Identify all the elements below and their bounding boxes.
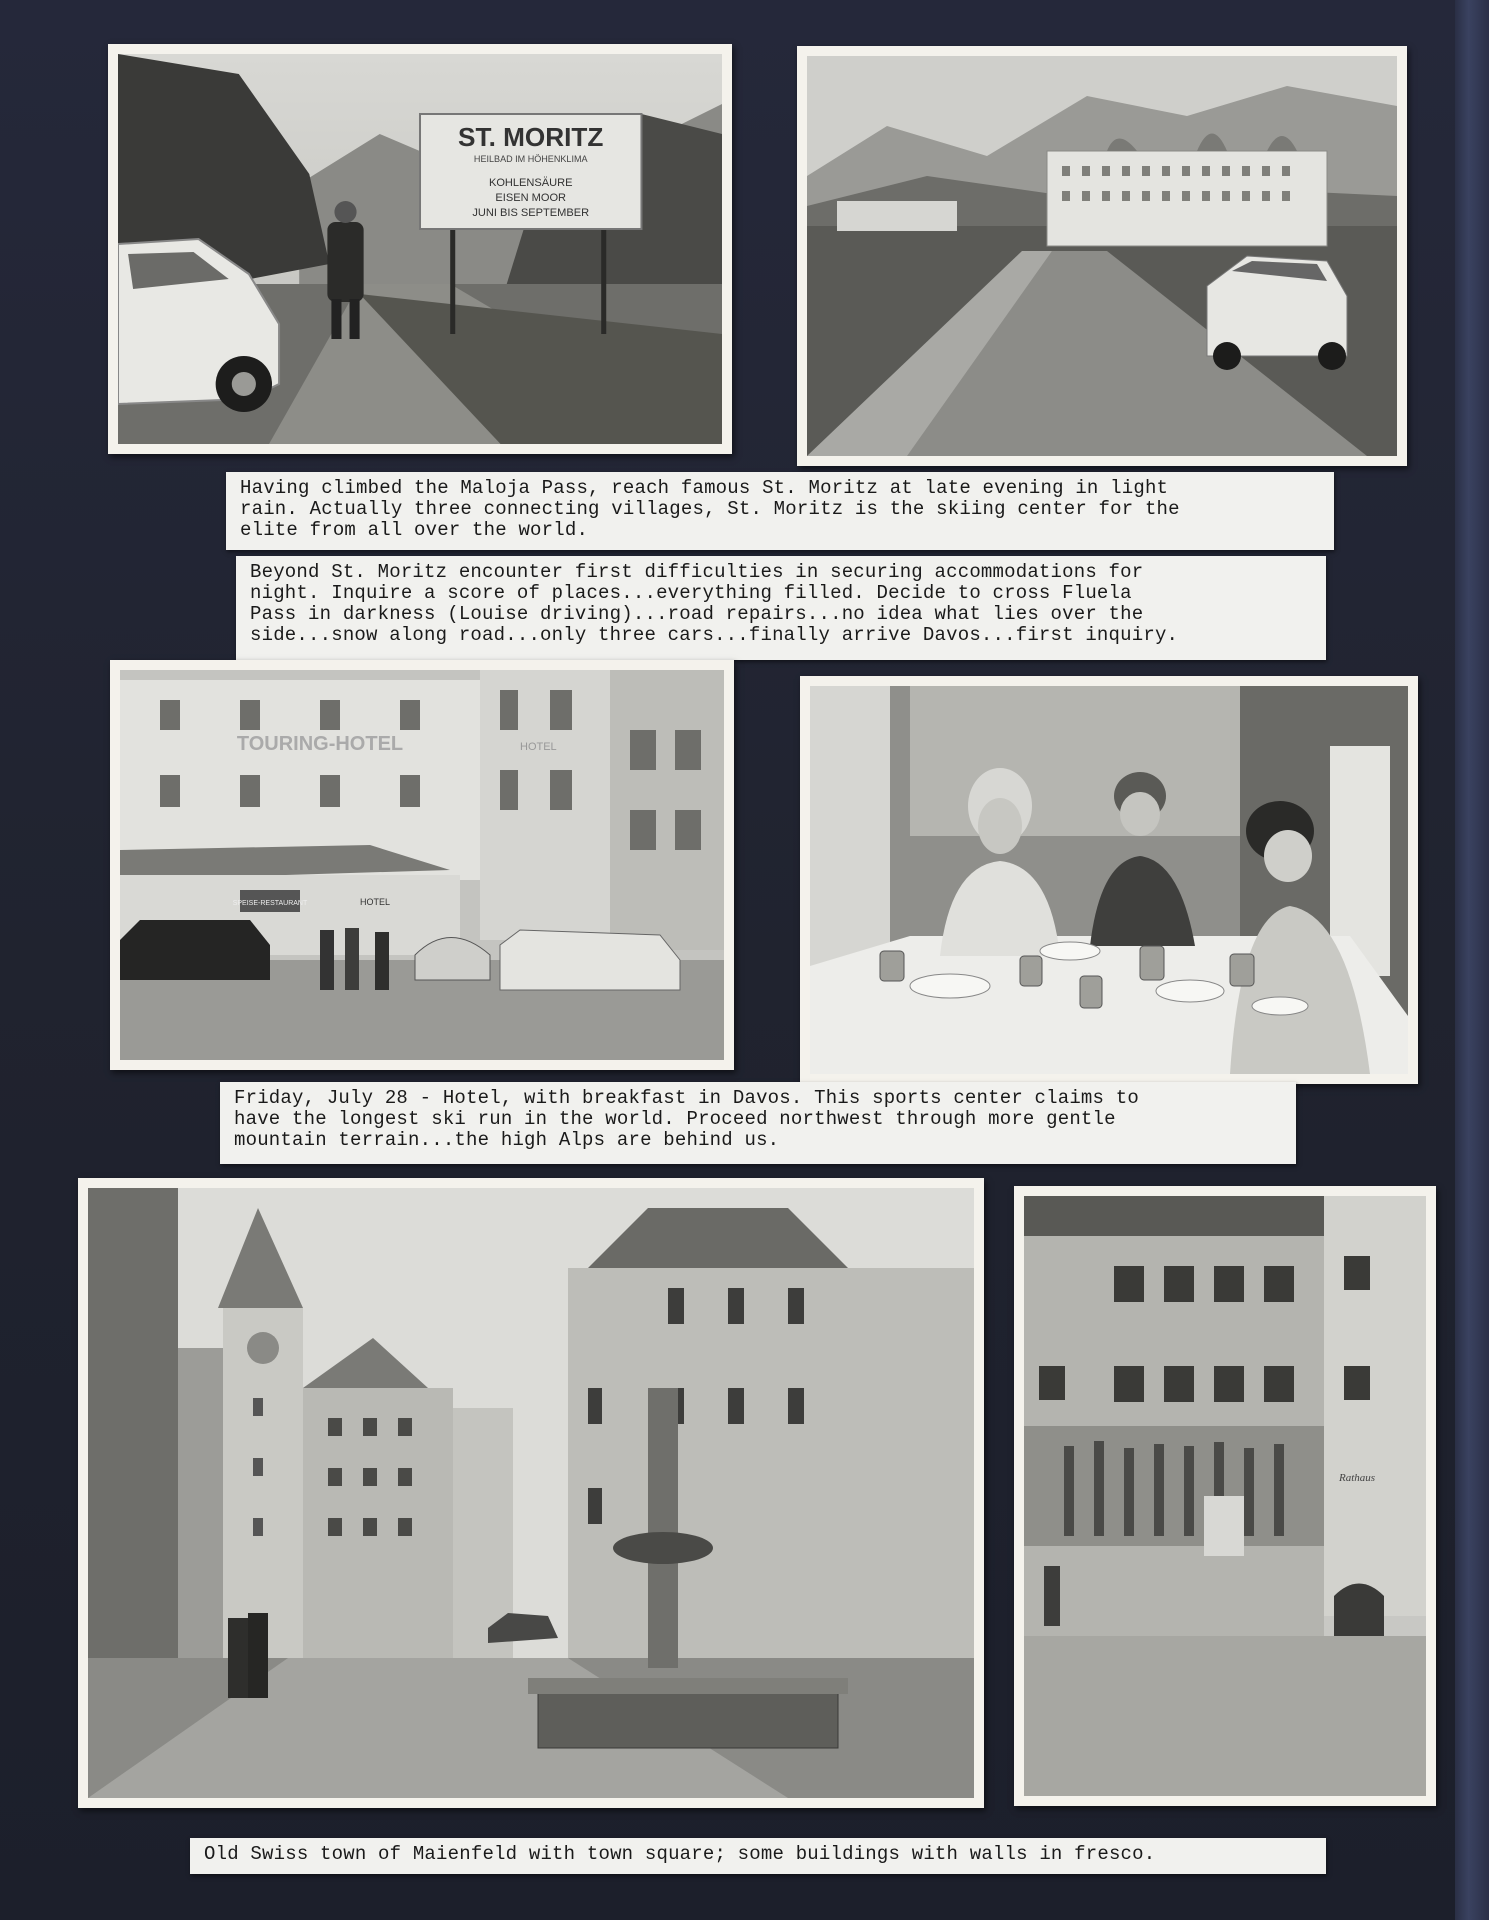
photo-st-moritz-sign <box>108 44 732 454</box>
sign-line-1: KOHLENSÄURE <box>488 177 573 189</box>
restaurant-sign: SPEISE-RESTAURANT <box>232 900 308 907</box>
caption-maienfeld: Old Swiss town of Maienfeld with town square; some buildings with walls in fresco. <box>190 1838 1326 1874</box>
caption-st-moritz: Having climbed the Maloja Pass, reach famous St. Moritz at late evening in light rain. Actually three connecting villages, St. Moritz is the skiing center for the elite from all over the world. <box>226 472 1334 550</box>
caption-beyond-st-moritz: Beyond St. Moritz encounter first difficulties in securing accommodations for night. Inquire a score of places...everything filled. Decide to cross Fluela Pass in darkness (Louise driving)...road repairs...no idea what lies over the side...snow along road...only three cars...finally arrive Davos...first inquiry. <box>236 556 1326 660</box>
rathaus-sign: Rathaus <box>1339 1472 1376 1484</box>
photo-st-moritz-hotel-road <box>797 46 1407 466</box>
facade-sign: TOURING-HOTEL <box>236 733 404 755</box>
photo-maienfeld-town-square <box>78 1178 984 1808</box>
sign-line-3: JUNI BIS SEPTEMBER <box>472 207 590 219</box>
side-sign: HOTEL <box>520 741 557 753</box>
sign-title: ST. MORITZ <box>458 122 604 152</box>
sign-subtitle: HEILBAD IM HÖHENKLIMA <box>473 154 588 164</box>
album-binding <box>1455 0 1489 1920</box>
photo-fresco-building <box>1014 1186 1436 1806</box>
photo-breakfast-davos <box>800 676 1418 1084</box>
caption-friday-davos: Friday, July 28 - Hotel, with breakfast in Davos. This sports center claims to have the longest ski run in the world. Proceed northwest through more gentle mountain terrain...the high Alps are behind us. <box>220 1082 1296 1164</box>
sign-line-2: EISEN MOOR <box>495 192 567 204</box>
hotel-door-sign: HOTEL <box>360 897 391 907</box>
photo-touring-hotel-davos <box>110 660 734 1070</box>
